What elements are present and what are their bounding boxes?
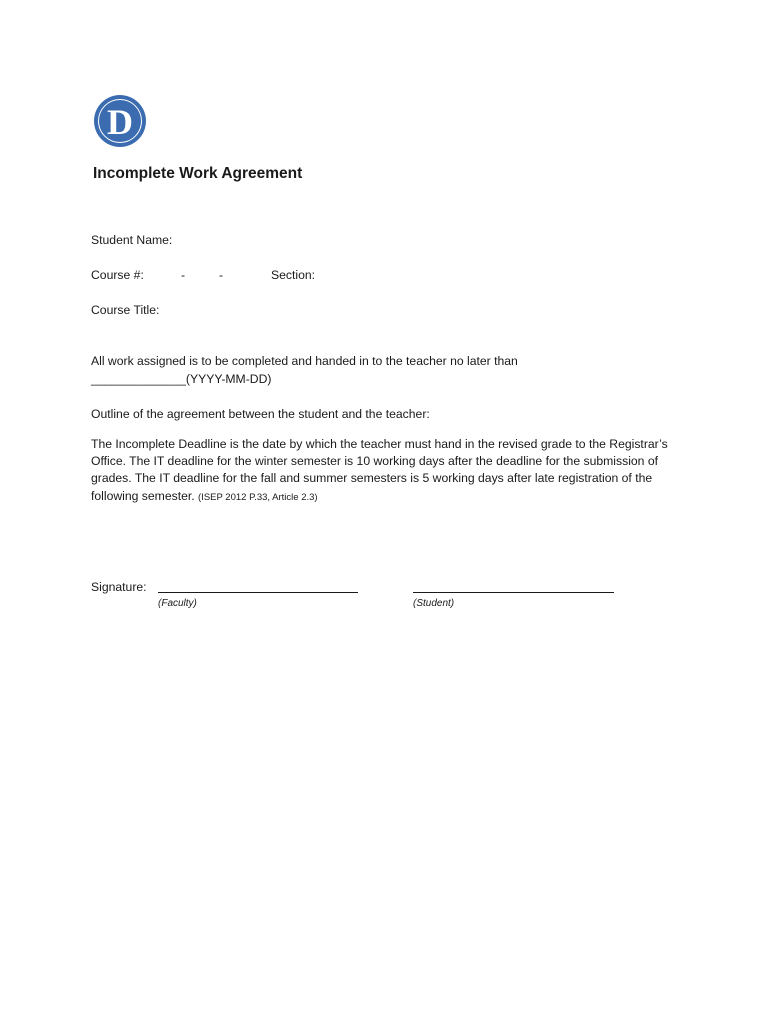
policy-reference: (ISEP 2012 P.33, Article 2.3) — [198, 491, 318, 503]
college-logo — [94, 95, 146, 147]
course-title-label: Course Title: — [91, 303, 160, 317]
document-title: Incomplete Work Agreement — [93, 165, 303, 182]
policy-text: The Incomplete Deadline is the date by which the teacher must hand in the revised grade to the Registrar’s Office. The IT deadline for the winter semester is 10 working days after the deadline for the submission of grades. The IT deadline for the fall and summer semesters is 5 working days after late registration of the following semester. — [91, 437, 668, 503]
deadline-statement: All work assigned is to be completed and handed in to the teacher no later than — [91, 354, 518, 368]
course-number-label: Course #: — [91, 268, 144, 282]
faculty-signature-line — [158, 592, 358, 593]
deadline-date-field: ______________(YYYY-MM-DD) — [91, 372, 272, 386]
course-number-dash-2: - — [219, 268, 224, 282]
policy-paragraph — [91, 436, 681, 506]
section-label: Section: — [271, 268, 316, 282]
outline-heading: Outline of the agreement between the student and the teacher: — [91, 407, 430, 421]
student-caption: (Student) — [413, 598, 455, 609]
student-signature-line — [413, 592, 614, 593]
faculty-caption: (Faculty) — [158, 598, 197, 609]
logo-letter: D — [98, 99, 142, 143]
student-name-label: Student Name: — [91, 233, 173, 247]
course-number-dash-1: - — [181, 268, 186, 282]
signature-label: Signature: — [91, 580, 147, 594]
